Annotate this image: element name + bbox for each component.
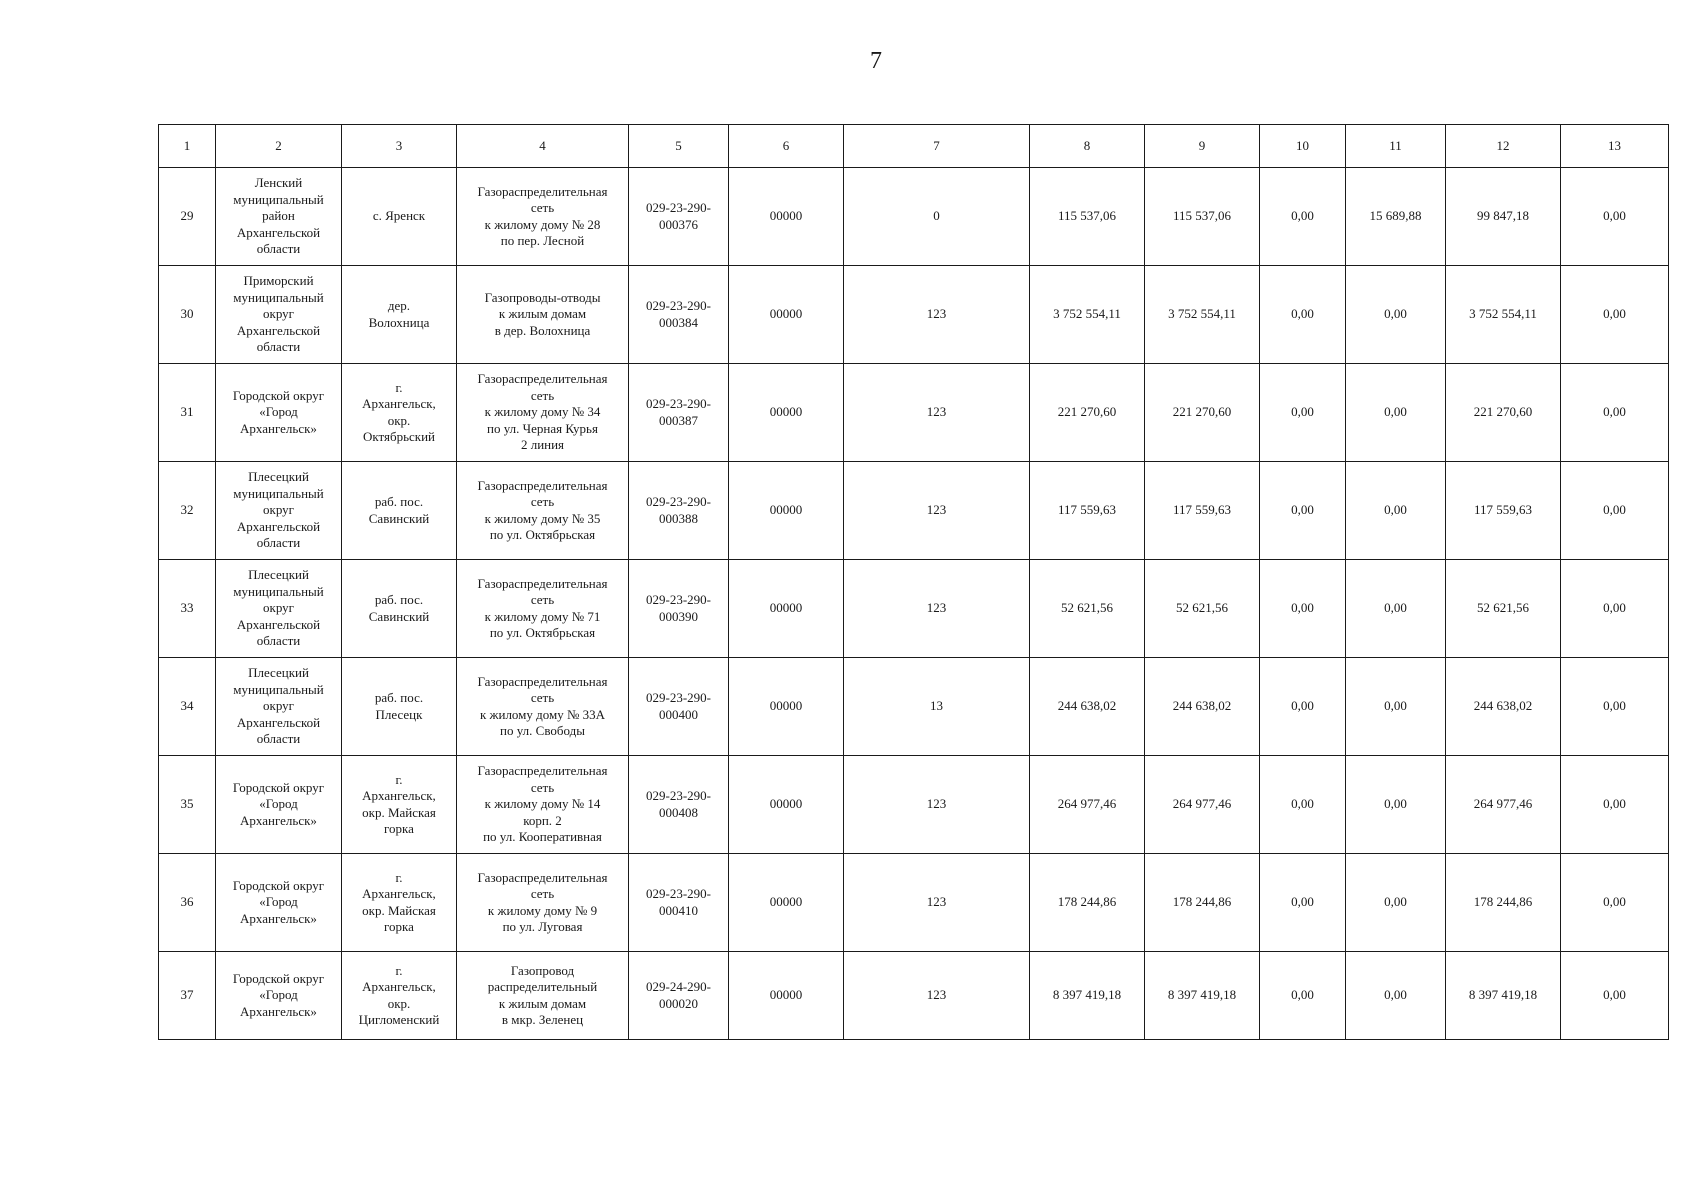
value-cell-7: 123: [844, 756, 1030, 854]
column-header: 7: [844, 125, 1030, 168]
amount-cell-13: 0,00: [1561, 168, 1669, 266]
table-body: [159, 125, 1669, 1040]
column-header: 12: [1446, 125, 1561, 168]
page-number: 7: [870, 48, 882, 74]
amount-cell-9: 221 270,60: [1145, 364, 1260, 462]
amount-cell-8: 178 244,86: [1030, 854, 1145, 952]
locality-cell: дер. Волохница: [342, 266, 457, 364]
object-name-cell: Газопровод распределительный к жилым домам в мкр. Зеленец: [457, 952, 629, 1040]
column-header: 1: [159, 125, 216, 168]
value-cell-7: 123: [844, 560, 1030, 658]
municipality-cell: Плесецкий муниципальный округ Архангельской области: [216, 658, 342, 756]
object-name-cell: Газораспределительная сеть к жилому дому № 9 по ул. Луговая: [457, 854, 629, 952]
cadastral-number-cell: 029-24-290- 000020: [629, 952, 729, 1040]
code-cell: 00000: [729, 658, 844, 756]
amount-cell-9: 117 559,63: [1145, 462, 1260, 560]
amount-cell-12: 244 638,02: [1446, 658, 1561, 756]
amount-cell-8: 115 537,06: [1030, 168, 1145, 266]
amount-cell-8: 52 621,56: [1030, 560, 1145, 658]
amount-cell-12: 99 847,18: [1446, 168, 1561, 266]
row-number-cell: 36: [159, 854, 216, 952]
amount-cell-9: 8 397 419,18: [1145, 952, 1260, 1040]
locality-cell: г. Архангельск, окр. Майская горка: [342, 854, 457, 952]
amount-cell-12: 264 977,46: [1446, 756, 1561, 854]
amount-cell-8: 8 397 419,18: [1030, 952, 1145, 1040]
cadastral-number-cell: 029-23-290- 000408: [629, 756, 729, 854]
code-cell: 00000: [729, 756, 844, 854]
amount-cell-12: 3 752 554,11: [1446, 266, 1561, 364]
column-header: 2: [216, 125, 342, 168]
cadastral-number-cell: 029-23-290- 000410: [629, 854, 729, 952]
municipality-cell: Плесецкий муниципальный округ Архангельской области: [216, 560, 342, 658]
value-cell-7: 123: [844, 364, 1030, 462]
municipality-cell: Городской округ «Город Архангельск»: [216, 952, 342, 1040]
municipality-cell: Приморский муниципальный округ Архангельской области: [216, 266, 342, 364]
column-header: 11: [1346, 125, 1446, 168]
cadastral-number-cell: 029-23-290- 000390: [629, 560, 729, 658]
object-name-cell: Газопроводы-отводы к жилым домам в дер. Волохница: [457, 266, 629, 364]
municipality-cell: Ленский муниципальный район Архангельской области: [216, 168, 342, 266]
amount-cell-10: 0,00: [1260, 756, 1346, 854]
amount-cell-8: 221 270,60: [1030, 364, 1145, 462]
locality-cell: с. Яренск: [342, 168, 457, 266]
table-row: [159, 756, 1669, 854]
column-header: 9: [1145, 125, 1260, 168]
amount-cell-13: 0,00: [1561, 462, 1669, 560]
code-cell: 00000: [729, 952, 844, 1040]
amount-cell-8: 117 559,63: [1030, 462, 1145, 560]
amount-cell-8: 244 638,02: [1030, 658, 1145, 756]
municipality-cell: Плесецкий муниципальный округ Архангельской области: [216, 462, 342, 560]
amount-cell-11: 0,00: [1346, 560, 1446, 658]
value-cell-7: 0: [844, 168, 1030, 266]
table-row: [159, 168, 1669, 266]
object-name-cell: Газораспределительная сеть к жилому дому № 33А по ул. Свободы: [457, 658, 629, 756]
table-row: [159, 854, 1669, 952]
value-cell-7: 123: [844, 266, 1030, 364]
object-name-cell: Газораспределительная сеть к жилому дому № 71 по ул. Октябрьская: [457, 560, 629, 658]
amount-cell-9: 264 977,46: [1145, 756, 1260, 854]
row-number-cell: 31: [159, 364, 216, 462]
amount-cell-10: 0,00: [1260, 952, 1346, 1040]
amount-cell-8: 264 977,46: [1030, 756, 1145, 854]
amount-cell-13: 0,00: [1561, 854, 1669, 952]
locality-cell: раб. пос. Плесецк: [342, 658, 457, 756]
row-number-cell: 30: [159, 266, 216, 364]
amount-cell-13: 0,00: [1561, 658, 1669, 756]
value-cell-7: 123: [844, 462, 1030, 560]
code-cell: 00000: [729, 168, 844, 266]
municipality-cell: Городской округ «Город Архангельск»: [216, 756, 342, 854]
table-row: [159, 266, 1669, 364]
column-header: 6: [729, 125, 844, 168]
cadastral-number-cell: 029-23-290- 000400: [629, 658, 729, 756]
object-name-cell: Газораспределительная сеть к жилому дому № 28 по пер. Лесной: [457, 168, 629, 266]
cadastral-number-cell: 029-23-290- 000388: [629, 462, 729, 560]
amount-cell-11: 0,00: [1346, 266, 1446, 364]
amount-cell-10: 0,00: [1260, 560, 1346, 658]
header-row: [159, 125, 1669, 168]
value-cell-7: 123: [844, 952, 1030, 1040]
amount-cell-11: 15 689,88: [1346, 168, 1446, 266]
amount-cell-13: 0,00: [1561, 364, 1669, 462]
object-name-cell: Газораспределительная сеть к жилому дому № 34 по ул. Черная Курья 2 линия: [457, 364, 629, 462]
amount-cell-13: 0,00: [1561, 952, 1669, 1040]
locality-cell: раб. пос. Савинский: [342, 462, 457, 560]
amount-cell-10: 0,00: [1260, 854, 1346, 952]
amount-cell-10: 0,00: [1260, 364, 1346, 462]
amount-cell-10: 0,00: [1260, 658, 1346, 756]
amount-cell-9: 244 638,02: [1145, 658, 1260, 756]
column-header: 8: [1030, 125, 1145, 168]
amount-cell-9: 115 537,06: [1145, 168, 1260, 266]
amount-cell-13: 0,00: [1561, 266, 1669, 364]
row-number-cell: 35: [159, 756, 216, 854]
locality-cell: г. Архангельск, окр. Цигломенский: [342, 952, 457, 1040]
code-cell: 00000: [729, 462, 844, 560]
row-number-cell: 34: [159, 658, 216, 756]
column-header: 13: [1561, 125, 1669, 168]
locality-cell: г. Архангельск, окр. Майская горка: [342, 756, 457, 854]
amount-cell-11: 0,00: [1346, 462, 1446, 560]
code-cell: 00000: [729, 854, 844, 952]
code-cell: 00000: [729, 560, 844, 658]
locality-cell: г. Архангельск, окр. Октябрьский: [342, 364, 457, 462]
row-number-cell: 33: [159, 560, 216, 658]
amount-cell-12: 221 270,60: [1446, 364, 1561, 462]
table-row: [159, 364, 1669, 462]
column-header: 4: [457, 125, 629, 168]
object-name-cell: Газораспределительная сеть к жилому дому № 14 корп. 2 по ул. Кооперативная: [457, 756, 629, 854]
amount-cell-11: 0,00: [1346, 952, 1446, 1040]
value-cell-7: 123: [844, 854, 1030, 952]
code-cell: 00000: [729, 266, 844, 364]
amount-cell-10: 0,00: [1260, 168, 1346, 266]
amount-cell-9: 178 244,86: [1145, 854, 1260, 952]
locality-cell: раб. пос. Савинский: [342, 560, 457, 658]
municipality-cell: Городской округ «Город Архангельск»: [216, 364, 342, 462]
cadastral-number-cell: 029-23-290- 000387: [629, 364, 729, 462]
amount-cell-11: 0,00: [1346, 364, 1446, 462]
amount-cell-11: 0,00: [1346, 756, 1446, 854]
column-header: 10: [1260, 125, 1346, 168]
amount-cell-12: 8 397 419,18: [1446, 952, 1561, 1040]
table-row: [159, 952, 1669, 1040]
amount-cell-9: 3 752 554,11: [1145, 266, 1260, 364]
table-row: [159, 462, 1669, 560]
amount-cell-13: 0,00: [1561, 560, 1669, 658]
column-header: 3: [342, 125, 457, 168]
table-row: [159, 658, 1669, 756]
row-number-cell: 37: [159, 952, 216, 1040]
table-row: [159, 560, 1669, 658]
amount-cell-13: 0,00: [1561, 756, 1669, 854]
amount-cell-8: 3 752 554,11: [1030, 266, 1145, 364]
column-header: 5: [629, 125, 729, 168]
amount-cell-12: 178 244,86: [1446, 854, 1561, 952]
object-name-cell: Газораспределительная сеть к жилому дому № 35 по ул. Октябрьская: [457, 462, 629, 560]
registry-table: [158, 124, 1669, 1040]
municipality-cell: Городской округ «Город Архангельск»: [216, 854, 342, 952]
amount-cell-11: 0,00: [1346, 658, 1446, 756]
amount-cell-10: 0,00: [1260, 266, 1346, 364]
amount-cell-12: 117 559,63: [1446, 462, 1561, 560]
row-number-cell: 32: [159, 462, 216, 560]
cadastral-number-cell: 029-23-290- 000376: [629, 168, 729, 266]
amount-cell-10: 0,00: [1260, 462, 1346, 560]
amount-cell-9: 52 621,56: [1145, 560, 1260, 658]
amount-cell-12: 52 621,56: [1446, 560, 1561, 658]
row-number-cell: 29: [159, 168, 216, 266]
amount-cell-11: 0,00: [1346, 854, 1446, 952]
cadastral-number-cell: 029-23-290- 000384: [629, 266, 729, 364]
code-cell: 00000: [729, 364, 844, 462]
value-cell-7: 13: [844, 658, 1030, 756]
